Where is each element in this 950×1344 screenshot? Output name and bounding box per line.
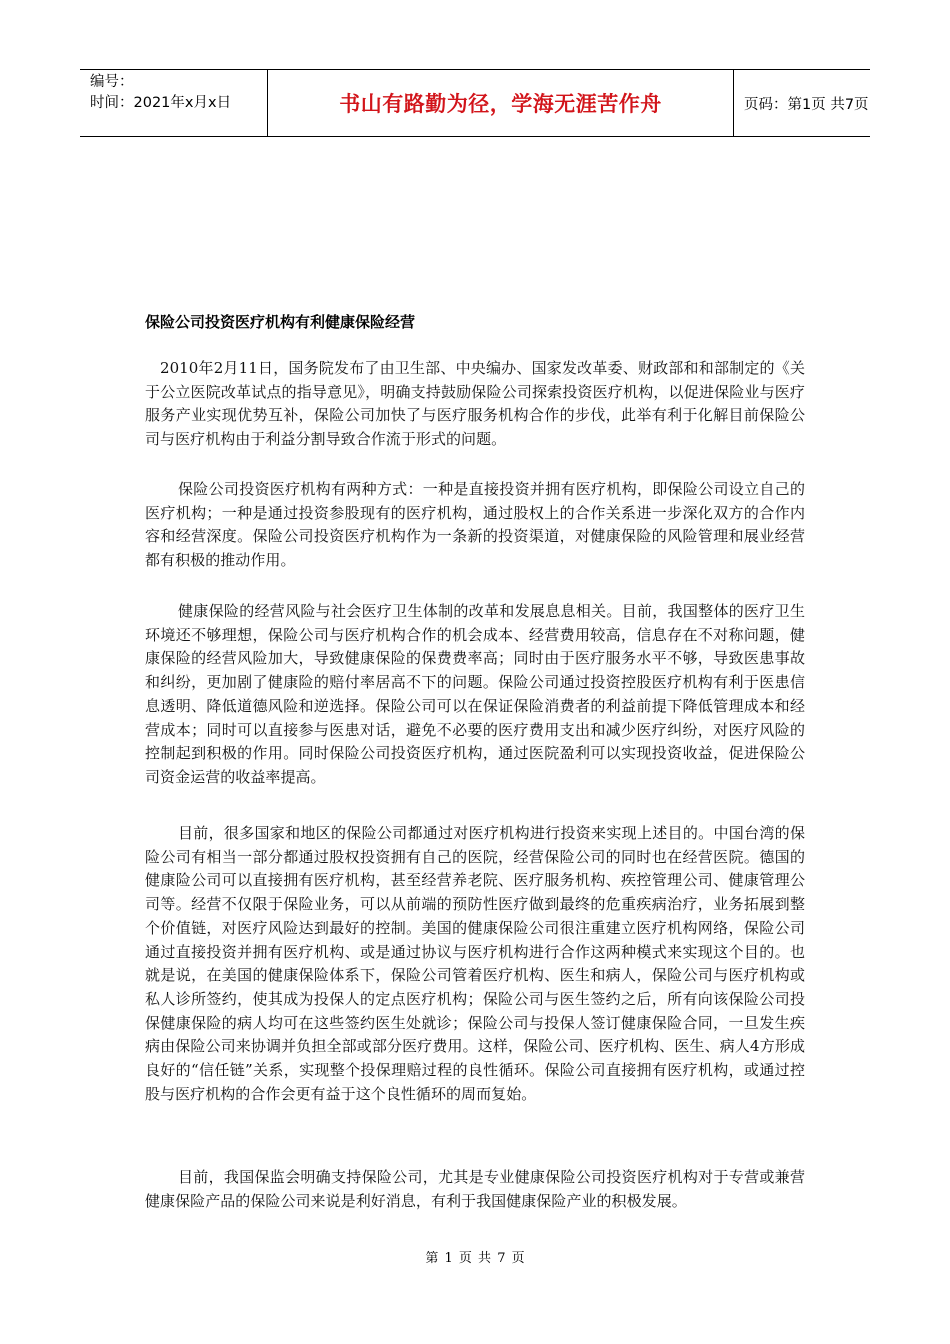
paragraph-3: 健康保险的经营风险与社会医疗卫生体制的改革和发展息息相关。目前，我国整体的医疗卫生环境还不够理想，保险公司与医疗机构合作的机会成本、经营费用较高，信息存在不对称问题，健康保险的经营风险加大，导致健康保险的保费费率高；同时由于医疗服务水平不够，导致医患事故和纠纷，更加剧了健康险的赔付率居高不下的问题。保险公司通过投资控股医疗机构有利于医患信息透明、降低道德风险和逆选择。保险公司可以在保证保险消费者的利益前提下降低管理成本和经营成本；同时可以直接参与医患对话，避免不必要的医疗费用支出和减少医疗纠纷，对医疗风险的控制起到积极的作用。同时保险公司投资医疗机构，通过医院盈利可以实现投资收益，促进保险公司资金运营的收益率提高。 [145, 602, 805, 786]
paragraph-2: 保险公司投资医疗机构有两种方式：一种是直接投资并拥有医疗机构，即保险公司设立自己的医疗机构；一种是通过投资参股现有的医疗机构，通过股权上的合作关系进一步深化双方的合作内容和经营深度。保险公司投资医疗机构作为一条新的投资渠道，对健康保险的风险管理和展业经营都有积极的推动作用。 [145, 480, 805, 570]
paragraph-1: 2010年2月11日，国务院发布了由卫生部、中央编办、国家发改革委、财政部和和部制定的《关于公立医院改革试点的指导意见》，明确支持鼓励保险公司探索投资医疗机构，以促进保险业与医疗服务产业实现优势互补，保险公司加快了与医疗服务机构合作的步伐，此举有利于化解目前保险公司与医疗机构由于利益分割导致合作流于形式的问题。 [145, 359, 805, 449]
document-date-label: 时间：2021年x月x日 [90, 95, 232, 111]
document-header [80, 69, 870, 137]
document-number-label: 编号： [90, 74, 134, 90]
header-meta [80, 70, 268, 136]
header-page-info: 页码：第1页 共7页 [744, 96, 869, 113]
header-motto: 书山有路勤为径，学海无涯苦作舟 [268, 70, 734, 136]
page-footer: 第 1 页 共 7 页 [425, 1251, 525, 1266]
document-title: 保险公司投资医疗机构有利健康保险经营 [145, 313, 416, 331]
paragraph-5: 目前，我国保监会明确支持保险公司，尤其是专业健康保险公司投资医疗机构对于专营或兼营健康保险产品的保险公司来说是利好消息，有利于我国健康保险产业的积极发展。 [145, 1168, 805, 1210]
paragraph-4: 目前，很多国家和地区的保险公司都通过对医疗机构进行投资来实现上述目的。中国台湾的保险公司有相当一部分都通过股权投资拥有自己的医院，经营保险公司的同时也在经营医院。德国的健康险公司可以直接拥有医疗机构，甚至经营养老院、医疗服务机构、疾控管理公司、健康管理公司等。经营不仅限于保险业务，可以从前端的预防性医疗做到最终的危重疾病治疗，业务拓展到整个价值链，对医疗风险达到最好的控制。美国的健康保险公司很注重建立医疗机构网络，保险公司通过直接投资并拥有医疗机构、或是通过协议与医疗机构进行合作这两种模式来实现这个目的。也就是说，在美国的健康保险体系下，保险公司管着医疗机构、医生和病人，保险公司与医疗机构或私人诊所签约，使其成为投保人的定点医疗机构；保险公司与医生签约之后，所有向该保险公司投保健康保险的病人均可在这些签约医生处就诊；保险公司与投保人签订健康保险合同，一旦发生疾病由保险公司来协调并负担全部或部分医疗费用。这样，保险公司、医疗机构、医生、病人4方形成良好的“信任链”关系，实现整个投保理赔过程的良性循环。保险公司直接拥有医疗机构，或通过控股与医疗机构的合作会更有益于这个良性循环的周而复始。 [145, 824, 805, 1103]
